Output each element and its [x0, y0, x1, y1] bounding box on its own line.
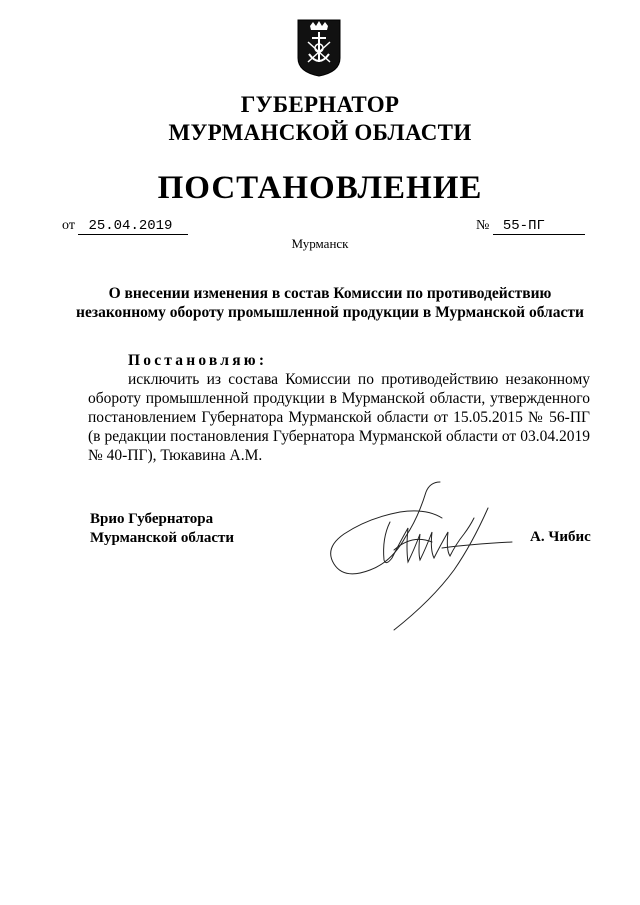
signatory-position-line1: Врио Губернатора [90, 511, 214, 527]
decree-text: исключить из состава Комиссии по противодействию незаконному обороту промышленной продукции в Мурманской области, утвержденного постановлением Губернатора Мурманской области от 15.05.2015 № 56-ПГ (в редакции постановления Губернатора Мурманской области от 03.04.2019 № 40-ПГ), Тюкавина А.М. [88, 371, 590, 464]
signatory-position-line2: Мурманской области [90, 530, 235, 546]
document-subject [70, 284, 590, 322]
date-value: 25.04.2019 [78, 218, 188, 235]
decree-word: Постановляю: [128, 352, 268, 369]
document-number [476, 218, 585, 235]
number-value: 55-ПГ [493, 218, 585, 235]
document-type: ПОСТАНОВЛЕНИЕ [157, 170, 483, 206]
org-title-line2: МУРМАНСКОЙ ОБЛАСТИ [168, 120, 472, 145]
handwritten-signature-icon [322, 478, 522, 638]
date-prefix: от [62, 218, 75, 233]
document-place: Мурманск [291, 236, 349, 251]
document-date [62, 218, 188, 235]
subject-line-1: О внесении изменения в состав Комиссии по противодействию [108, 285, 552, 302]
number-prefix: № [476, 218, 490, 233]
subject-line-2: незаконному обороту промышленной продукции в Мурманской области [76, 304, 584, 321]
signatory-position [90, 510, 234, 548]
org-title-line1: ГУБЕРНАТОР [240, 92, 400, 117]
coat-of-arms-icon [296, 18, 342, 78]
signatory-name: А. Чибис [530, 529, 591, 545]
